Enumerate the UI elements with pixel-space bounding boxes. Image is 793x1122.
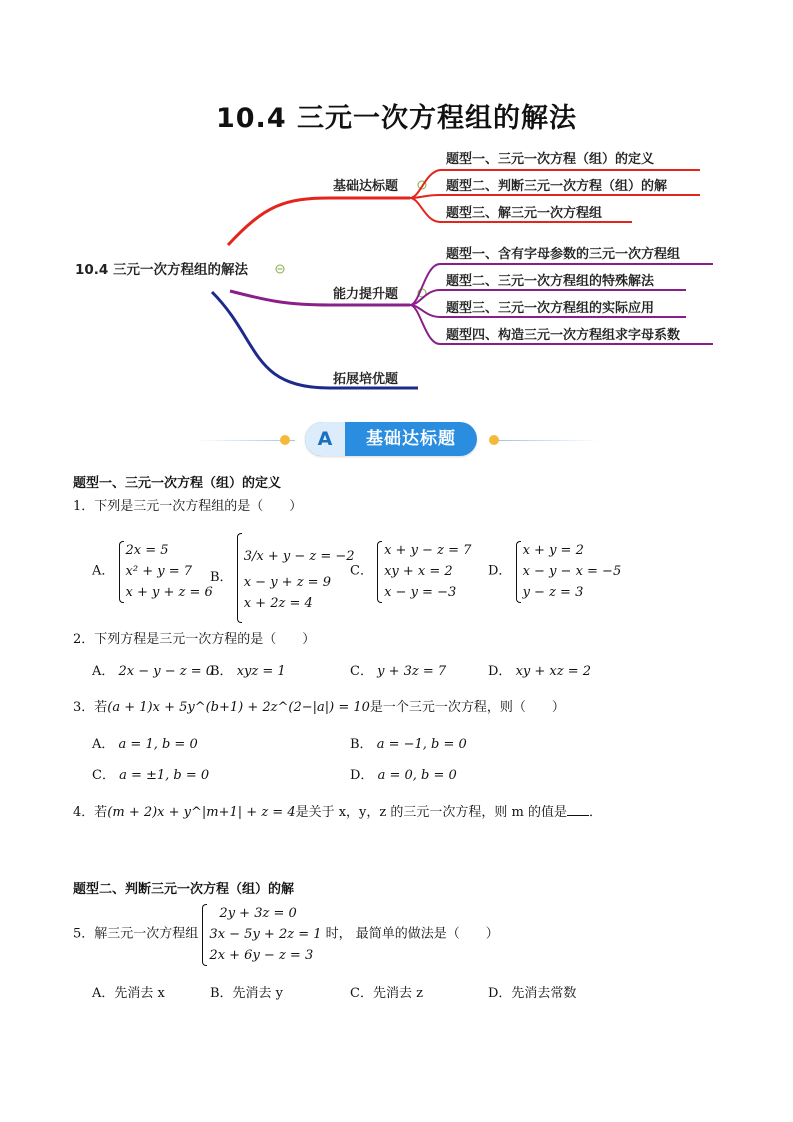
question-3-stem xyxy=(73,699,565,717)
mindmap-item: 题型二、判断三元一次方程（组）的解 xyxy=(446,179,668,194)
mindmap-branch-advanced: 能力提升题 xyxy=(333,287,399,302)
question-prefix: 3．若 xyxy=(73,700,108,715)
mindmap-branch-extension: 拓展培优题 xyxy=(333,372,399,387)
equation-system xyxy=(516,540,622,603)
option-label: A． xyxy=(92,737,115,752)
equation-system xyxy=(237,533,355,623)
equation-row: x − y = −3 xyxy=(384,585,457,600)
question-5-stem xyxy=(73,903,499,966)
question-2-stem: 2．下列方程是三元一次方程的是（ ） xyxy=(73,632,316,647)
q2-option-b[interactable] xyxy=(210,663,286,681)
question-equation: (m + 2)x + y^|m+1| + z = 4 xyxy=(107,805,296,820)
question-prefix: 4．若 xyxy=(73,805,108,820)
equation-row: 2x = 5 xyxy=(125,543,169,558)
answer-blank[interactable] xyxy=(567,815,589,816)
banner-letter: A xyxy=(305,422,345,456)
equation-row: xy + x = 2 xyxy=(384,564,453,579)
option-label: B． xyxy=(350,737,373,752)
q2-option-c[interactable] xyxy=(350,663,446,681)
option-label: C． xyxy=(92,768,115,783)
option-label: A． xyxy=(92,563,115,579)
q5-option-b[interactable]: B．先消去 y xyxy=(210,986,284,1001)
q3-option-a[interactable] xyxy=(92,736,198,754)
question-equation: (a + 1)x + 5y^(b+1) + 2z^(2−|a|) = 10 xyxy=(107,700,370,715)
equation-row: x + y + z = 6 xyxy=(125,585,213,600)
equation-row: 2y + 3z = 0 xyxy=(219,906,297,921)
equation-row: x − y − x = −5 xyxy=(522,564,622,579)
equation-row: y − z = 3 xyxy=(522,585,584,600)
banner-dot-left xyxy=(280,435,290,445)
question-suffix: 是关于 x，y，z 的三元一次方程，则 m 的值是 xyxy=(295,805,567,820)
question-4-stem xyxy=(73,804,602,822)
q5-option-a[interactable]: A．先消去 x xyxy=(92,986,165,1001)
option-label: C． xyxy=(350,563,373,579)
option-label: B． xyxy=(210,664,233,679)
mindmap-item: 题型四、构造三元一次方程组求字母系数 xyxy=(446,328,681,343)
q5-option-c[interactable]: C．先消去 z xyxy=(350,986,423,1001)
q1-option-b[interactable] xyxy=(210,533,355,623)
q3-option-d[interactable] xyxy=(350,767,457,785)
mind-map xyxy=(0,140,793,400)
mindmap-branch-basic: 基础达标题 xyxy=(333,179,399,194)
mindmap-item: 题型一、三元一次方程（组）的定义 xyxy=(446,152,655,167)
option-math: a = −1, b = 0 xyxy=(376,737,467,752)
q2-option-a[interactable] xyxy=(92,663,214,681)
option-math: y + 3z = 7 xyxy=(377,664,447,679)
option-math: xy + xz = 2 xyxy=(515,664,592,679)
equation-system xyxy=(119,540,213,603)
mindmap-item: 题型三、三元一次方程组的实际应用 xyxy=(446,301,655,316)
option-label: A． xyxy=(92,664,115,679)
question-suffix: 时， 最简单的做法是（ ） xyxy=(325,926,499,942)
equation-row: x + y − z = 7 xyxy=(384,543,472,558)
option-label: B． xyxy=(210,570,233,585)
q3-option-c[interactable] xyxy=(92,767,209,785)
option-label: C． xyxy=(350,664,373,679)
equation-row: x − y + z = 9 xyxy=(243,575,331,590)
equation-row: x² + y = 7 xyxy=(125,564,193,579)
q1-option-c[interactable] xyxy=(350,540,471,603)
option-label: D． xyxy=(488,563,512,579)
equation-system xyxy=(202,903,321,966)
q3-option-b[interactable] xyxy=(350,736,467,754)
section-banner xyxy=(305,422,477,456)
option-label: D． xyxy=(350,768,374,783)
question-prefix: 5．解三元一次方程组 xyxy=(73,926,199,942)
page-title: 10.4 三元一次方程组的解法 xyxy=(215,103,578,134)
option-math: a = ±1, b = 0 xyxy=(119,768,210,783)
equation-row: x + 2z = 4 xyxy=(243,596,313,611)
mindmap-root-label: 10.4 三元一次方程组的解法 xyxy=(75,262,249,278)
banner-dot-right xyxy=(489,435,499,445)
section-heading: 题型二、判断三元一次方程（组）的解 xyxy=(73,882,295,897)
banner-rule-right xyxy=(499,440,599,441)
mindmap-item: 题型一、含有字母参数的三元一次方程组 xyxy=(446,247,681,262)
question-suffix: 是一个三元一次方程，则（ ） xyxy=(369,700,565,715)
mindmap-item: 题型三、解三元一次方程组 xyxy=(446,206,603,221)
q1-option-a[interactable] xyxy=(92,540,213,603)
mindmap-item: 题型二、三元一次方程组的特殊解法 xyxy=(446,274,655,289)
equation-row: 3x − 5y + 2z = 1 xyxy=(209,927,322,942)
branch-line-1 xyxy=(228,198,410,245)
option-math: a = 0, b = 0 xyxy=(377,768,457,783)
equation-system xyxy=(377,540,471,603)
q2-option-d[interactable] xyxy=(488,663,591,681)
section-heading: 题型一、三元一次方程（组）的定义 xyxy=(73,476,282,491)
equation-row: 2x + 6y − z = 3 xyxy=(209,948,314,963)
equation-row: x + y = 2 xyxy=(522,543,584,558)
equation-row: 3/x + y − z = −2 xyxy=(243,549,355,564)
option-label: D． xyxy=(488,664,512,679)
option-math: 2x − y − z = 0 xyxy=(118,664,215,679)
question-1-stem: 1．下列是三元一次方程组的是（ ） xyxy=(73,499,303,514)
question-end: ． xyxy=(588,805,602,820)
option-math: xyz = 1 xyxy=(236,664,286,679)
q1-option-d[interactable] xyxy=(488,540,621,603)
option-math: a = 1, b = 0 xyxy=(118,737,198,752)
banner-title: 基础达标题 xyxy=(366,429,456,449)
q5-option-d[interactable]: D．先消去常数 xyxy=(488,986,577,1001)
